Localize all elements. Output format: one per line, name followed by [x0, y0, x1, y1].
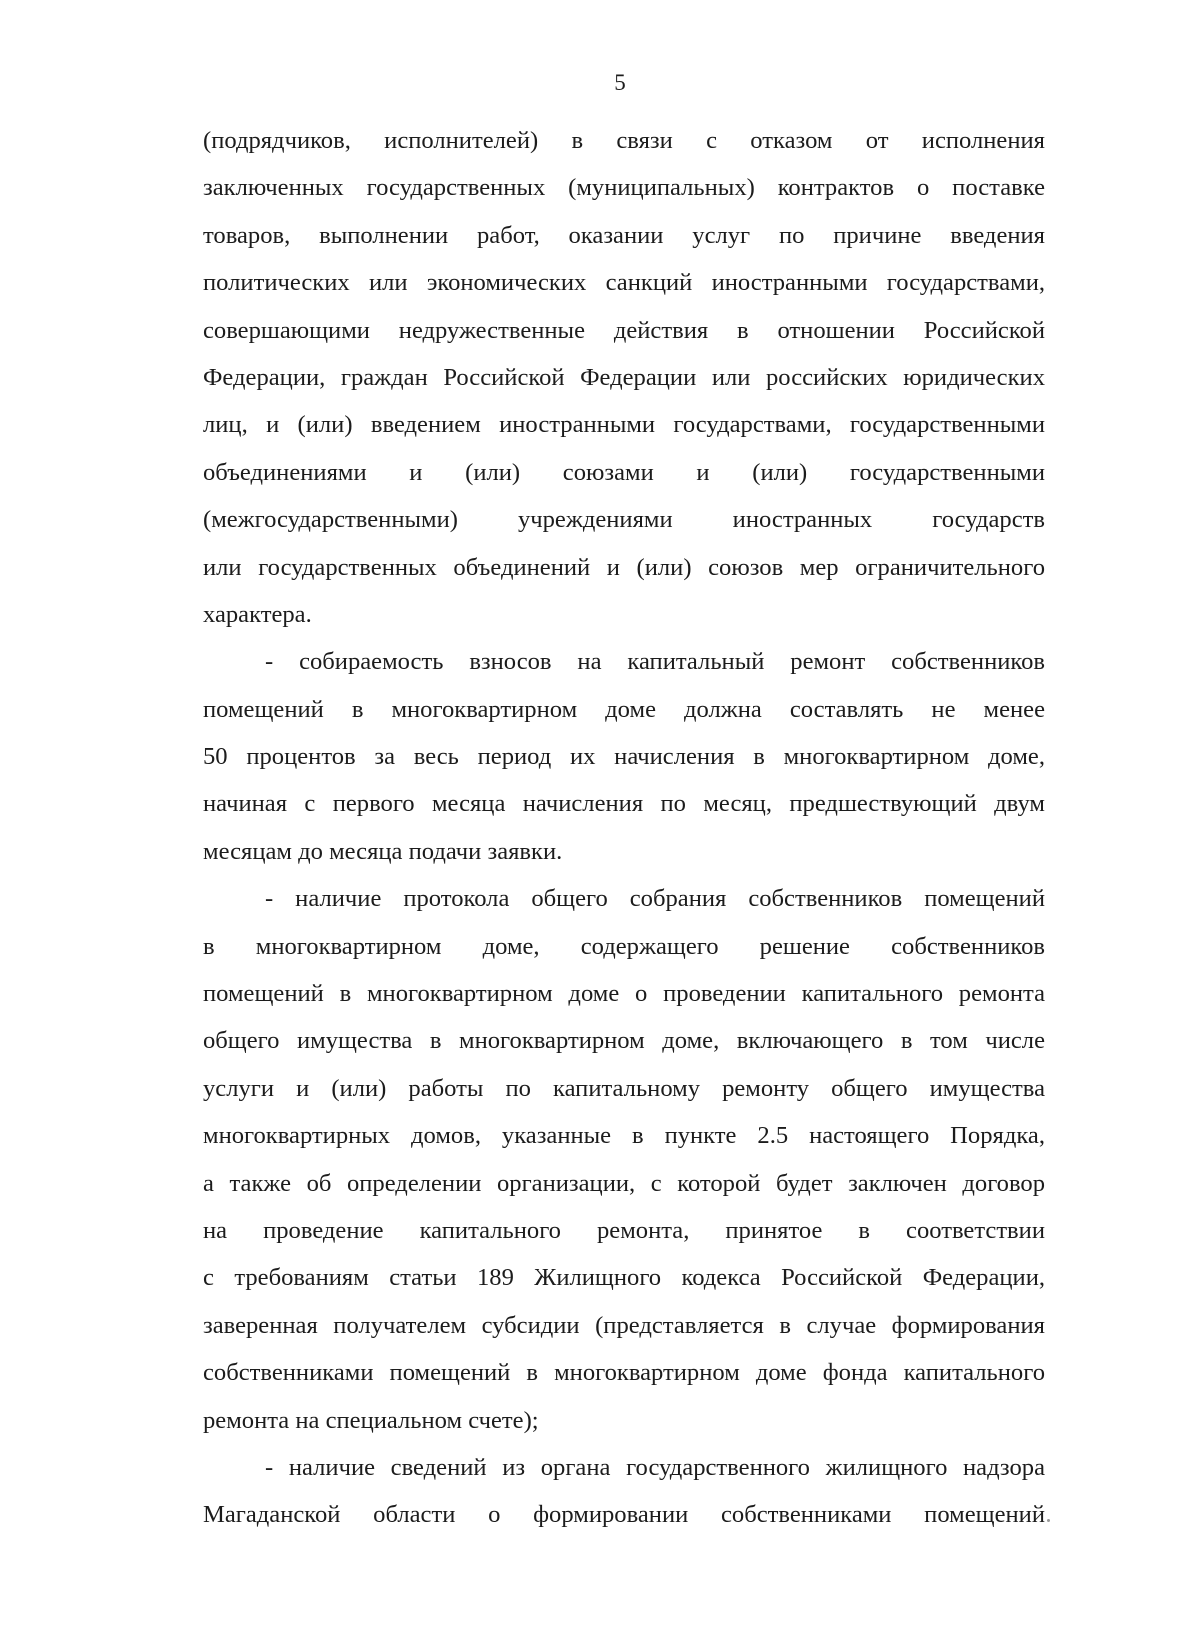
text-line: товаров, выполнении работ, оказании услуг по причине введения: [203, 221, 1045, 249]
text-line: - наличие протокола общего собрания собственников помещений: [265, 885, 1045, 913]
text-line: помещений в многоквартирном доме должна составлять не менее: [203, 695, 1045, 723]
text-line: характера.: [203, 600, 312, 628]
text-line: Федерации, граждан Российской Федерации или российских юридических: [203, 363, 1045, 391]
text-line: общего имущества в многоквартирном доме, включающего в том числе: [203, 1027, 1045, 1055]
text-line: услуги и (или) работы по капитальному ремонту общего имущества: [203, 1074, 1045, 1102]
scan-speck: [1047, 1519, 1050, 1522]
text-line: месяцам до месяца подачи заявки.: [203, 837, 563, 865]
text-line: заверенная получателем субсидии (представляется в случае формирования: [203, 1311, 1045, 1339]
text-line: в многоквартирном доме, содержащего решение собственников: [203, 932, 1045, 960]
text-line: начиная с первого месяца начисления по месяц, предшествующий двум: [203, 790, 1045, 818]
text-line: многоквартирных домов, указанные в пункте 2.5 настоящего Порядка,: [203, 1122, 1045, 1150]
text-line: 50 процентов за весь период их начисления в многоквартирном доме,: [203, 743, 1045, 771]
text-line: политических или экономических санкций иностранными государствами,: [203, 269, 1045, 297]
text-line: совершающими недружественные действия в отношении Российской: [203, 316, 1045, 344]
text-line: - собираемость взносов на капитальный ремонт собственников: [265, 648, 1045, 676]
text-line: с требованиям статьи 189 Жилищного кодекса Российской Федерации,: [203, 1264, 1045, 1292]
text-line: объединениями и (или) союзами и (или) государственными: [203, 458, 1045, 486]
text-line: ремонта на специальном счете);: [203, 1406, 539, 1434]
text-line: а также об определении организации, с которой будет заключен договор: [203, 1169, 1045, 1197]
text-line: лиц, и (или) введением иностранными государствами, государственными: [203, 411, 1045, 439]
text-line: - наличие сведений из органа государственного жилищного надзора: [265, 1453, 1045, 1481]
text-line: или государственных объединений и (или) союзов мер ограничительного: [203, 553, 1045, 581]
text-line: Магаданской области о формировании собственниками помещений: [203, 1501, 1045, 1529]
text-line: (подрядчиков, исполнителей) в связи с отказом от исполнения: [203, 127, 1045, 154]
text-line: заключенных государственных (муниципальных) контрактов о поставке: [203, 174, 1045, 202]
text-line: собственниками помещений в многоквартирном доме фонда капитального: [203, 1359, 1045, 1387]
body-text: [203, 117, 1045, 1539]
text-line: помещений в многоквартирном доме о проведении капитального ремонта: [203, 980, 1045, 1008]
text-line: на проведение капитального ремонта, принятое в соответствии: [203, 1216, 1045, 1244]
text-line: (межгосударственными) учреждениями иностранных государств: [203, 506, 1045, 534]
page-number: 5: [614, 70, 626, 95]
